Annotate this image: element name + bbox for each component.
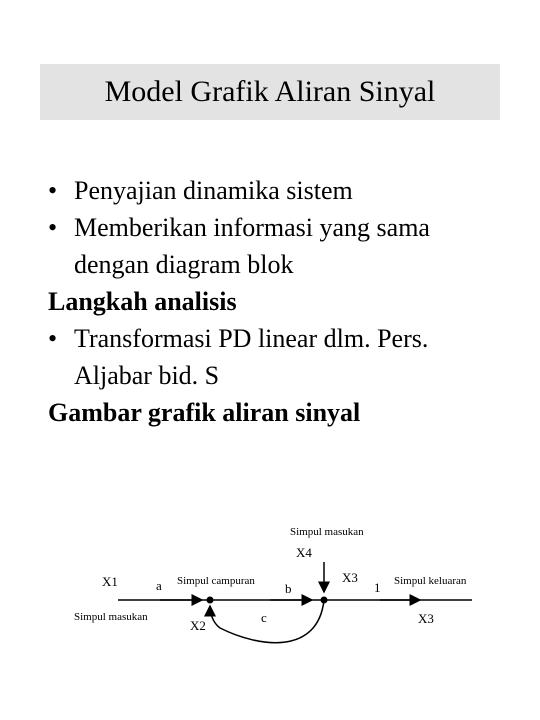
- label-b: b: [285, 581, 292, 596]
- bullet-text: Penyajian dinamika sistem: [74, 176, 353, 205]
- label-x4: X4: [296, 545, 312, 560]
- label-x2: X2: [190, 618, 206, 633]
- bullet-item: [48, 209, 508, 283]
- title-box: [40, 64, 500, 120]
- label-1: 1: [374, 580, 381, 595]
- bullet-dot: •: [48, 176, 58, 205]
- bullet-dot: •: [48, 213, 58, 242]
- section-heading: Langkah analisis: [48, 287, 237, 316]
- bullet-text: Memberikan informasi yang sama dengan diagram blok: [74, 213, 430, 279]
- label-simpul-masukan-top: Simpul masukan: [290, 526, 364, 538]
- bullet-text: Transformasi PD linear dlm. Pers. Aljabar bid. S: [74, 324, 429, 390]
- label-x3-right: X3: [418, 611, 434, 626]
- label-a: a: [156, 578, 162, 593]
- label-simpul-keluaran: Simpul keluaran: [394, 575, 467, 587]
- bullet-item: [48, 172, 508, 209]
- label-x1: X1: [102, 574, 118, 589]
- section-heading: Gambar grafik aliran sinyal: [48, 398, 361, 427]
- slide-content: [48, 172, 508, 431]
- label-simpul-masukan-bottom: Simpul masukan: [74, 611, 148, 623]
- node-x3: [321, 597, 328, 604]
- node-x2: [207, 597, 214, 604]
- label-x3-top: X3: [342, 570, 358, 585]
- feedback-loop-c: [210, 600, 324, 643]
- label-simpul-campuran: Simpul campuran: [177, 575, 255, 587]
- signal-flow-graph: [0, 500, 540, 680]
- slide-title: Model Grafik Aliran Sinyal: [104, 75, 436, 108]
- label-c: c: [261, 610, 267, 625]
- bullet-item: [48, 320, 508, 394]
- bullet-dot: •: [48, 324, 58, 353]
